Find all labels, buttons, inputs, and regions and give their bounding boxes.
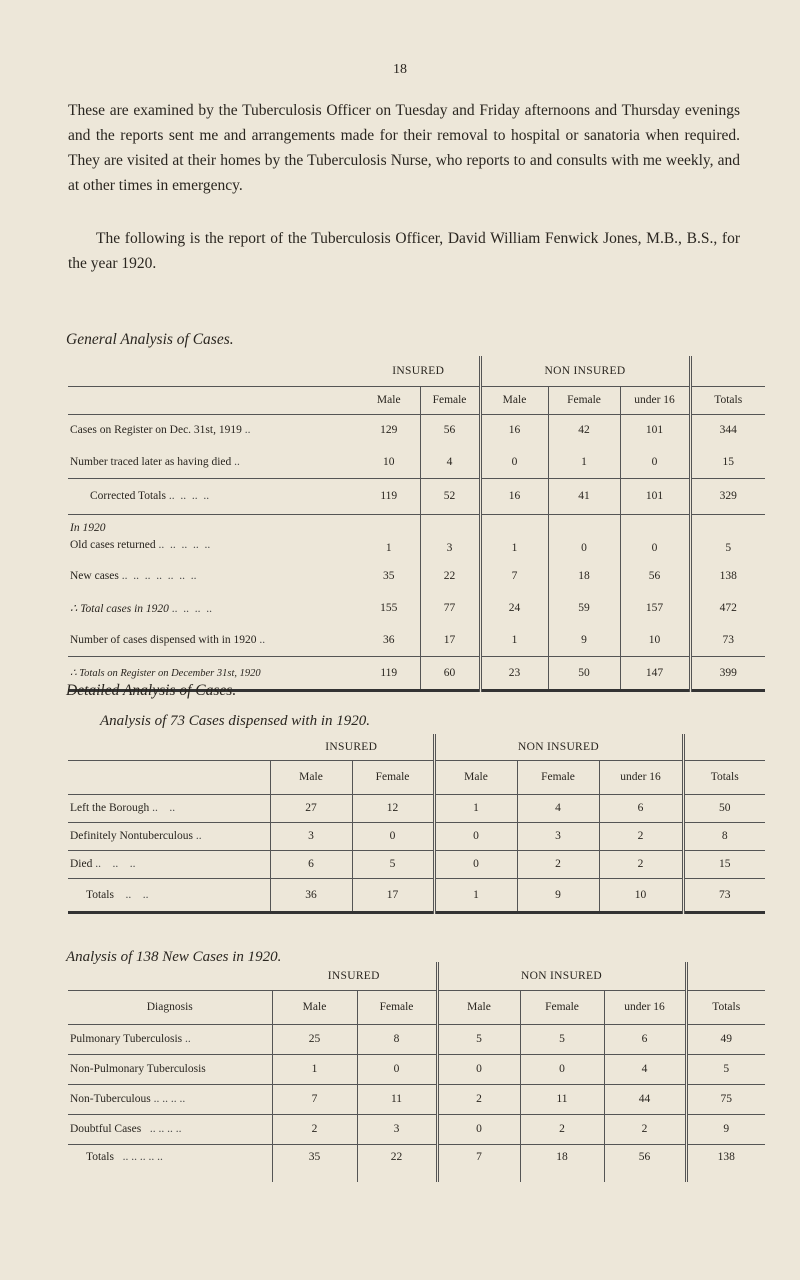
cell: 10 (599, 878, 683, 912)
cell: 18 (520, 1144, 604, 1182)
cell: 41 (548, 478, 620, 514)
cell: 17 (420, 624, 480, 656)
table-row: Pulmonary Tuberculosis .. 25 8 5 5 6 49 (68, 1024, 765, 1054)
cell: 25 (272, 1024, 357, 1054)
row-label: Old cases returned (70, 539, 156, 551)
cell: 44 (604, 1084, 686, 1114)
col-header: under 16 (604, 990, 686, 1024)
cell: 0 (357, 1054, 437, 1084)
table-row: Left the Borough .. .. 27 12 1 4 6 50 (68, 794, 765, 822)
cell: 2 (437, 1084, 520, 1114)
cell: 1 (434, 878, 517, 912)
cell: 75 (686, 1084, 765, 1114)
cell: 157 (620, 592, 690, 624)
cell: 0 (620, 446, 690, 478)
cell: 6 (604, 1024, 686, 1054)
cell: 27 (270, 794, 352, 822)
cell: 60 (420, 656, 480, 690)
cell: 3 (420, 514, 480, 560)
cell: 0 (352, 822, 434, 850)
cell: 101 (620, 414, 690, 446)
cell: 2 (599, 822, 683, 850)
col-header: Male (270, 760, 352, 794)
table-row: Number of cases dispensed with in 1920 .. 36 17 1 9 10 73 (68, 624, 765, 656)
cell: 10 (620, 624, 690, 656)
detailed-analysis-table (68, 734, 765, 914)
row-label: ∴ Totals on Register on December 31st, 1920 (70, 667, 261, 679)
col-header: under 16 (599, 760, 683, 794)
cell: 18 (548, 560, 620, 592)
group-non-insured: NON INSURED (434, 734, 683, 760)
table-row: Definitely Nontuberculous .. 3 0 0 3 2 8 (68, 822, 765, 850)
cell: 0 (437, 1114, 520, 1144)
cell: 4 (604, 1054, 686, 1084)
new-cases-table (68, 962, 765, 1182)
cell: 3 (357, 1114, 437, 1144)
cell: 0 (480, 446, 548, 478)
cell: 1 (272, 1054, 357, 1084)
cell: 147 (620, 656, 690, 690)
row-label: Totals (86, 1150, 114, 1163)
cell: 22 (357, 1144, 437, 1182)
cell: 3 (270, 822, 352, 850)
cell: 5 (690, 514, 765, 560)
col-header: Male (434, 760, 517, 794)
cell: 15 (690, 446, 765, 478)
row-label: Definitely Nontuberculous (70, 830, 193, 842)
cell: 4 (517, 794, 599, 822)
cell: 155 (380, 602, 398, 614)
cell: 36 (383, 633, 395, 646)
col-header: Female (548, 386, 620, 414)
row-label: Number of cases dispensed with in 1920 (70, 633, 257, 646)
diagnosis-header: Diagnosis (68, 990, 272, 1024)
paragraph-report-intro: The following is the report of the Tuberculosis Officer, David William Fenwick Jones, M.B., B.S., for the year 1920. (68, 230, 740, 272)
cell: 8 (357, 1024, 437, 1054)
cell: 7 (437, 1144, 520, 1182)
row-label: Cases on Register on Dec. 31st, 1919 (70, 424, 242, 437)
row-label: Non-Tuberculous (70, 1093, 151, 1105)
row-label: Non-Pulmonary Tuberculosis (70, 1063, 206, 1075)
col-header: Female (520, 990, 604, 1024)
cell: 472 (690, 592, 765, 624)
row-label: ∴ Total cases in 1920 (70, 603, 169, 615)
table-row: Totals .. .. 36 17 1 9 10 73 (68, 878, 765, 912)
cell: 15 (683, 850, 765, 878)
table-row: Died .. .. .. 6 5 0 2 2 15 (68, 850, 765, 878)
cell: 9 (548, 624, 620, 656)
cell: 59 (548, 592, 620, 624)
cell: 17 (352, 878, 434, 912)
col-header: Totals (683, 760, 765, 794)
cell: 50 (683, 794, 765, 822)
col-header: Male (358, 386, 420, 414)
group-non-insured: NON INSURED (437, 962, 686, 990)
cell: 1 (548, 446, 620, 478)
cell: 50 (548, 656, 620, 690)
col-header: Female (357, 990, 437, 1024)
row-label: Left the Borough (70, 802, 150, 814)
col-header: Totals (690, 386, 765, 414)
cell: 2 (520, 1114, 604, 1144)
cell: 2 (272, 1114, 357, 1144)
cell: 138 (690, 560, 765, 592)
cell: 399 (690, 656, 765, 690)
cell: 1 (434, 794, 517, 822)
row-label: Totals (86, 888, 114, 901)
table-row: Totals .. .. .. .. .. 35 22 7 18 56 138 (68, 1144, 765, 1182)
cell: 6 (599, 794, 683, 822)
cell: 7 (480, 560, 548, 592)
cell: 1 (480, 624, 548, 656)
cell: 0 (437, 1054, 520, 1084)
page-number: 18 (393, 62, 407, 77)
row-label: Doubtful Cases (70, 1123, 142, 1135)
cell: 2 (604, 1114, 686, 1144)
paragraph-examination: These are examined by the Tuberculosis Officer on Tuesday and Friday afternoons and Thursday evenings and the reports sent me and arrangements made for their removal to hospital or sanatoria when required. They are visited at their homes by the Tuberculosis Nurse, who reports to and consults with me weekly, and at other times in emergency. (68, 102, 740, 194)
cell: 11 (520, 1084, 604, 1114)
cell: 329 (690, 478, 765, 514)
cell: 77 (420, 592, 480, 624)
cell: 2 (599, 850, 683, 878)
cell: 119 (358, 478, 420, 514)
group-insured: INSURED (392, 364, 445, 377)
group-insured: INSURED (327, 969, 380, 982)
table-row: Doubtful Cases .. .. .. .. 2 3 0 2 2 9 (68, 1114, 765, 1144)
cell: 73 (683, 878, 765, 912)
cell: 7 (272, 1084, 357, 1114)
in-1920-subheading: In 1920 (70, 522, 106, 534)
table-row: Number traced later as having died .. 10 4 0 1 0 15 (68, 446, 765, 478)
col-header: Male (437, 990, 520, 1024)
cell: 9 (686, 1114, 765, 1144)
cell: 1 (358, 514, 420, 560)
col-header: Female (420, 386, 480, 414)
general-analysis-title: General Analysis of Cases. (66, 331, 234, 348)
cell: 23 (480, 656, 548, 690)
group-insured: INSURED (325, 740, 378, 753)
cell: 3 (517, 822, 599, 850)
cell: 56 (604, 1144, 686, 1182)
cell: 56 (620, 560, 690, 592)
cell: 9 (517, 878, 599, 912)
cell: 0 (434, 850, 517, 878)
cell: 36 (270, 878, 352, 912)
cell: 5 (352, 850, 434, 878)
cell: 1 (480, 514, 548, 560)
detailed-analysis-title: Detailed Analysis of Cases. (66, 682, 237, 699)
row-label: Number traced later as having died (70, 455, 232, 468)
cell: 24 (480, 592, 548, 624)
cell: 16 (480, 414, 548, 446)
cell: 10 (383, 455, 395, 468)
cell: 101 (620, 478, 690, 514)
cell: 0 (548, 514, 620, 560)
row-label: Pulmonary Tuberculosis (70, 1033, 183, 1045)
row-label: Corrected Totals (90, 490, 166, 502)
detailed-analysis-subtitle: Analysis of 73 Cases dispensed with in 1920. (100, 713, 370, 729)
new-cases-title: Analysis of 138 New Cases in 1920. (66, 949, 282, 965)
cell: 5 (686, 1054, 765, 1084)
cell: 56 (420, 414, 480, 446)
col-header: Male (272, 990, 357, 1024)
cell: 344 (690, 414, 765, 446)
cell: 35 (383, 570, 395, 582)
row-label: New cases (70, 570, 119, 582)
table-row: ∴ Total cases in 1920 .. .. .. .. 155 77 24 59 157 472 (68, 592, 765, 624)
cell: 35 (272, 1144, 357, 1182)
group-non-insured: NON INSURED (480, 356, 690, 386)
cell: 119 (358, 656, 420, 690)
cell: 2 (517, 850, 599, 878)
col-header: Male (480, 386, 548, 414)
cell: 22 (420, 560, 480, 592)
cell: 11 (357, 1084, 437, 1114)
cell: 42 (548, 414, 620, 446)
cell: 0 (434, 822, 517, 850)
row-label: Died (70, 858, 93, 870)
cell: 12 (352, 794, 434, 822)
cell: 49 (686, 1024, 765, 1054)
col-header: under 16 (620, 386, 690, 414)
cell: 129 (358, 414, 420, 446)
cell: 52 (420, 478, 480, 514)
cell: 6 (270, 850, 352, 878)
general-analysis-table (68, 356, 765, 692)
table-row: New cases .. .. .. .. .. .. .. 35 22 7 18 56 138 (68, 560, 765, 592)
table-row: Corrected Totals .. .. .. .. 119 52 16 41 101 329 (68, 478, 765, 514)
cell: 16 (480, 478, 548, 514)
cell: 0 (520, 1054, 604, 1084)
table-row (68, 1054, 765, 1084)
cell: 5 (437, 1024, 520, 1054)
cell: 8 (683, 822, 765, 850)
col-header: Female (352, 760, 434, 794)
cell: 0 (620, 514, 690, 560)
table-row: In 1920 Old cases returned .. .. .. .. .. 1 3 1 0 0 5 (68, 514, 765, 560)
cell: 5 (520, 1024, 604, 1054)
col-header: Female (517, 760, 599, 794)
cell: 73 (690, 624, 765, 656)
col-header: Totals (686, 990, 765, 1024)
cell: 4 (420, 446, 480, 478)
table-row: Non-Tuberculous .. .. .. .. 7 11 2 11 44 75 (68, 1084, 765, 1114)
table-row: Cases on Register on Dec. 31st, 1919 .. 129 56 16 42 101 344 (68, 414, 765, 446)
cell: 138 (686, 1144, 765, 1182)
